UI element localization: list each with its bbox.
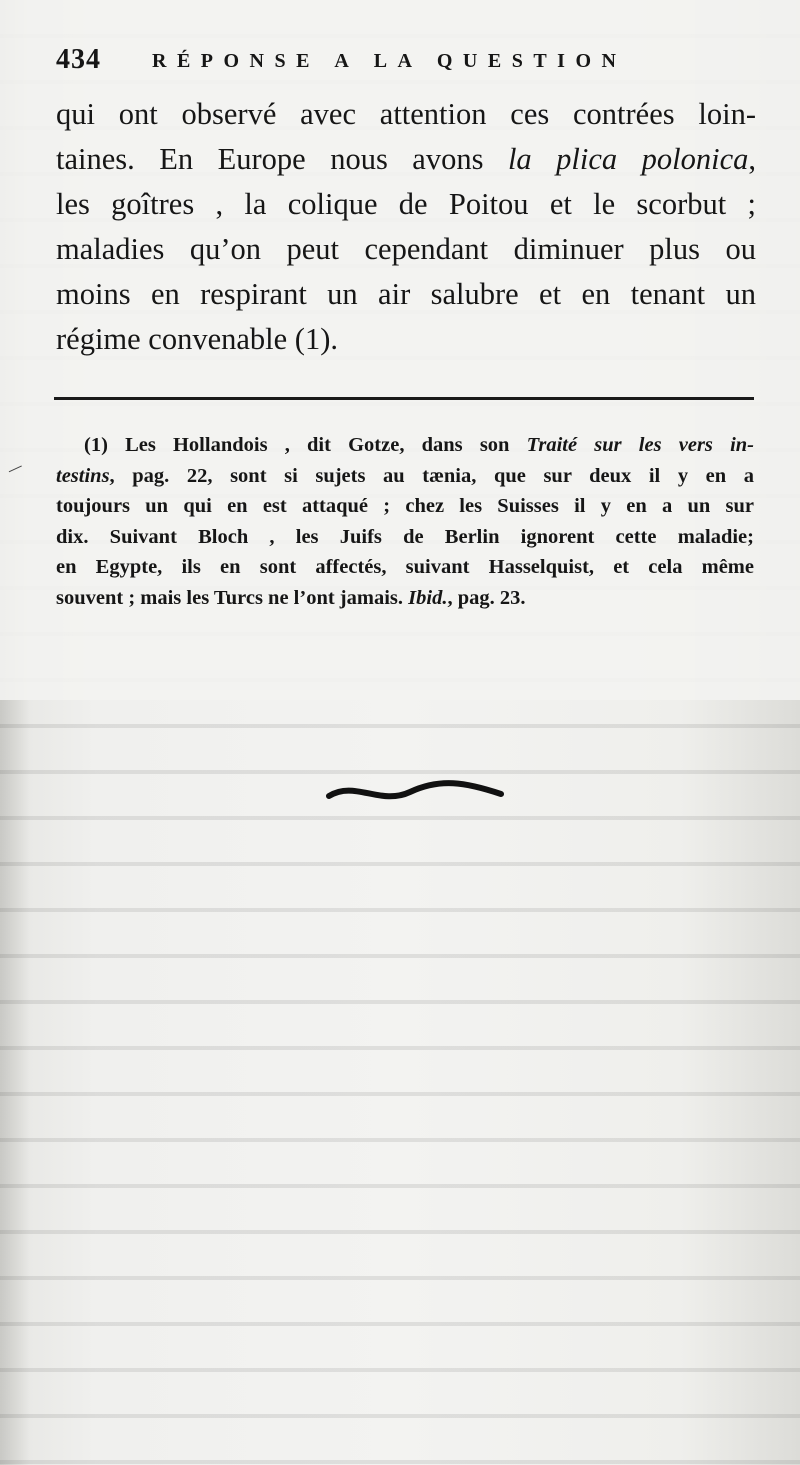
footnote-line: toujours un qui en est attaqué ; chez les Suisses il y en a un sur (56, 495, 754, 517)
footnote-line: en Egypte, ils en sont affectés, suivant Hasselquist, et cela même (56, 556, 754, 578)
footnote-line: dix. Suivant Bloch , les Juifs de Berlin ignorent cette maladie; (56, 525, 754, 548)
footnote-text-run: , pag. 23. (447, 586, 526, 609)
italic-reference: Ibid. (408, 586, 448, 609)
running-title: RÉPONSE A LA QUESTION (152, 50, 627, 72)
footnote-separator-rule (54, 397, 754, 400)
footnote-line (56, 430, 754, 461)
footnote-line (56, 461, 754, 492)
italic-term: la plica polonica (507, 142, 749, 176)
footnote-text-run: (1) Les Hollandois , dit Gotze, dans son (84, 434, 527, 456)
page-header (56, 44, 756, 84)
body-text-run: taines. En Europe nous avons (56, 142, 508, 176)
body-line (56, 137, 756, 182)
main-paragraph (56, 92, 756, 362)
footnote (56, 430, 754, 613)
page-number: 434 (56, 44, 101, 75)
wavy-ornament-icon (325, 772, 505, 812)
footnote-line (56, 583, 754, 614)
body-line: les goîtres , la colique de Poitou et le scorbut ; (56, 187, 756, 221)
footnote-text-run: souvent ; mais les Turcs ne l’ont jamais. (56, 586, 409, 609)
body-text-run: , (748, 142, 756, 176)
body-line: régime convenable (1). (56, 322, 338, 356)
body-line: maladies qu’on peut cependant diminuer plus ou (56, 232, 756, 266)
body-line: qui ont observé avec attention ces contrées loin- (56, 97, 756, 131)
footnote-text-run: , pag. 22, sont si sujets au tænia, que sur deux il y en a (109, 464, 754, 487)
body-line: moins en respirant un air salubre et en tenant un (56, 277, 756, 311)
italic-title: Traité sur les vers in- (526, 434, 754, 456)
italic-title: testins (56, 464, 110, 487)
